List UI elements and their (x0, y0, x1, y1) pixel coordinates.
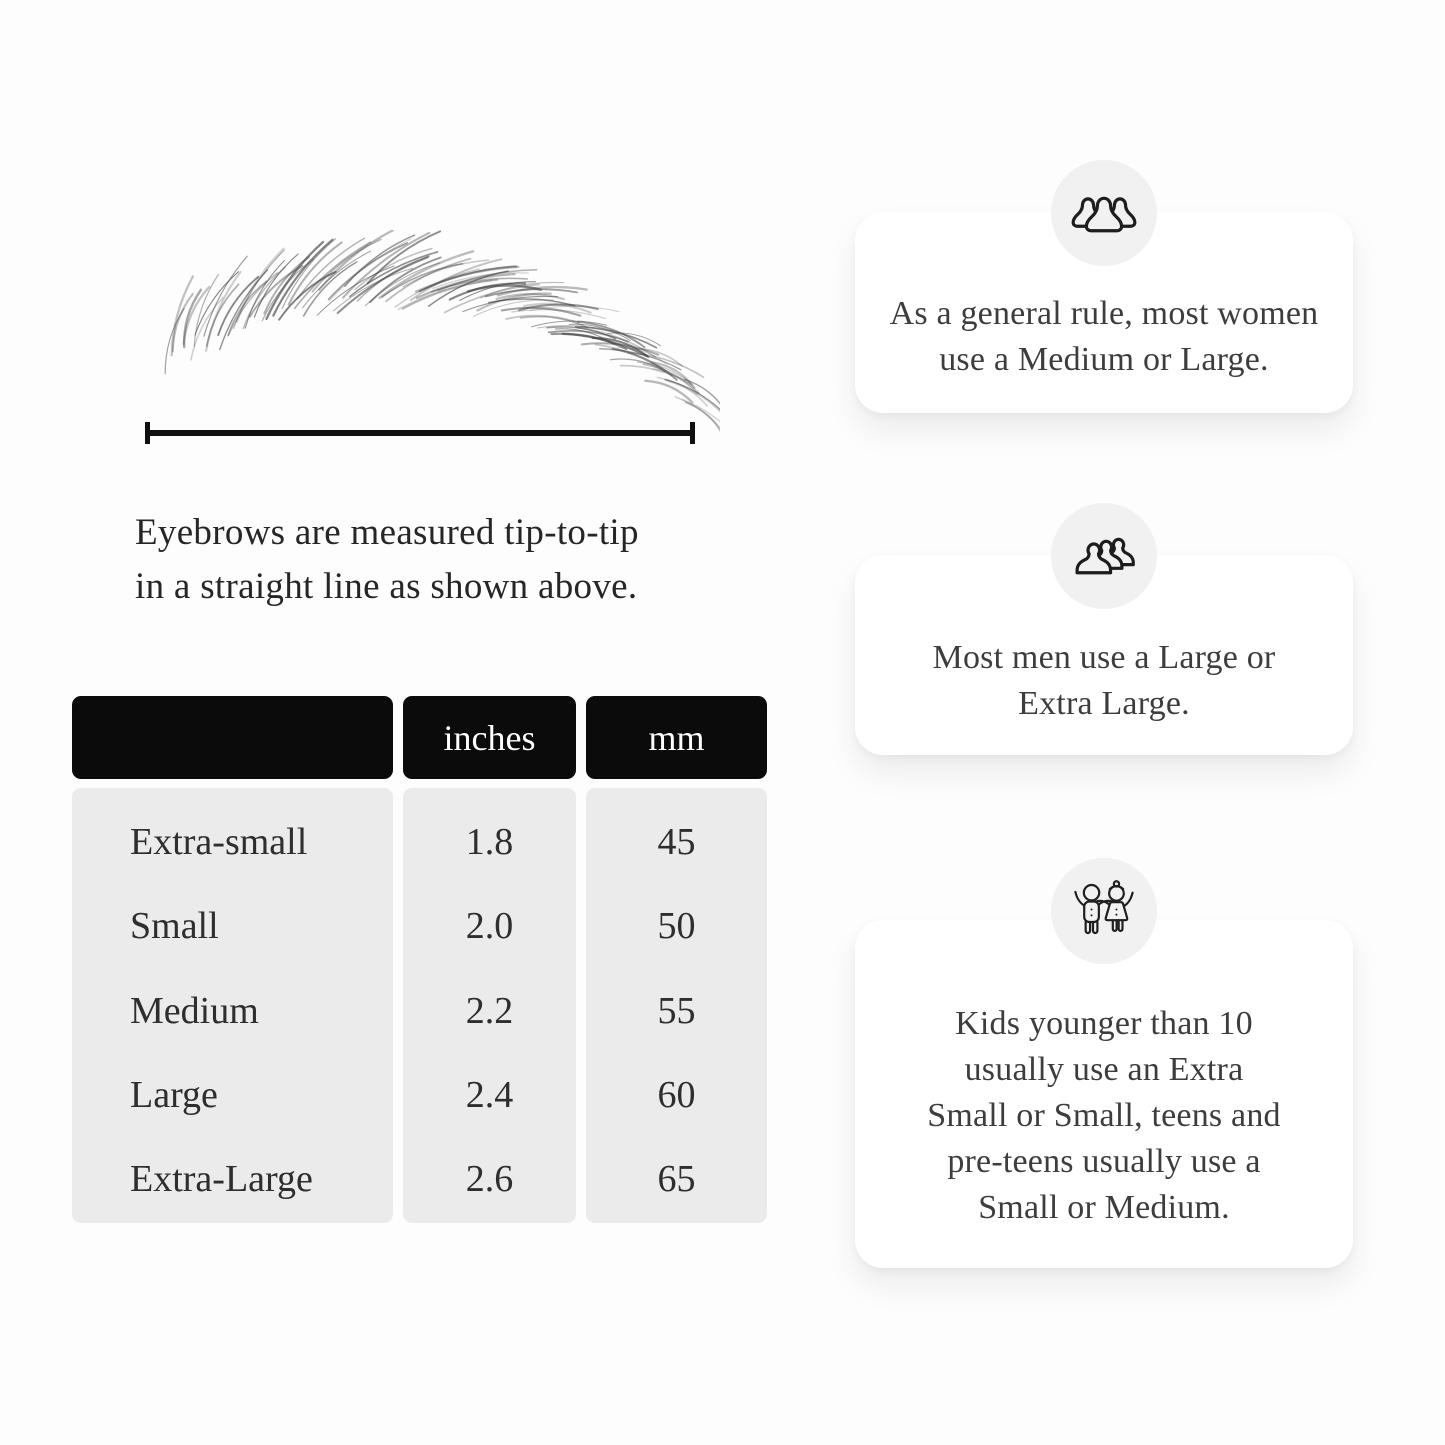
table-cell-inches: 1.8 (465, 821, 514, 864)
info-card-kids (855, 920, 1353, 1268)
caption-line: in a straight line as shown above. (135, 566, 638, 607)
measurement-line-left-cap (145, 422, 150, 444)
table-cell-label: Extra-small (130, 821, 308, 864)
table-cell-inches: 2.0 (465, 905, 514, 948)
eyebrow-illustration (120, 230, 720, 450)
women-group-icon (1064, 180, 1144, 246)
info-card-text (890, 291, 1319, 383)
table-cell-mm: 65 (657, 1157, 696, 1200)
table-cell-mm: 55 (657, 989, 696, 1032)
card-text-line: pre-teens usually use a (947, 1143, 1261, 1180)
table-column-inches (403, 788, 576, 1223)
table-cell-label: Medium (130, 989, 259, 1032)
card-text-line: Most men use a Large or (932, 639, 1276, 676)
icon-circle (1051, 503, 1157, 609)
table-cell-inches: 2.6 (465, 1157, 514, 1200)
kids-icon (1064, 878, 1144, 944)
info-card-text (927, 1001, 1280, 1231)
table-column-mm (586, 788, 767, 1223)
table-cell-mm: 60 (657, 1073, 696, 1116)
table-cell-inches: 2.4 (465, 1073, 514, 1116)
card-text-line: As a general rule, most women (889, 294, 1319, 332)
table-header-size (72, 696, 393, 779)
table-cell-label: Small (130, 905, 219, 948)
table-column-labels (72, 788, 393, 1223)
table-cell-label: Extra-Large (130, 1157, 313, 1200)
table-cell-mm: 45 (657, 821, 696, 864)
card-text-line: Kids younger than 10 (955, 1005, 1253, 1042)
icon-circle (1051, 160, 1157, 266)
card-text-line: Small or Small, teens and (927, 1097, 1281, 1134)
info-card-text (933, 635, 1276, 727)
table-cell-mm: 50 (657, 905, 696, 948)
measurement-line-right-cap (690, 422, 695, 444)
table-header-mm: mm (586, 696, 767, 779)
card-text-line: use a Medium or Large. (939, 340, 1269, 378)
caption-line: Eyebrows are measured tip-to-tip (135, 512, 639, 553)
icon-circle (1051, 858, 1157, 964)
figure-caption (135, 506, 639, 614)
table-header-inches: inches (403, 696, 576, 779)
men-group-icon (1064, 523, 1144, 589)
table-cell-label: Large (130, 1073, 218, 1116)
card-text-line: Extra Large. (1018, 685, 1190, 722)
card-text-line: Small or Medium. (978, 1189, 1230, 1226)
measurement-line (145, 430, 695, 436)
table-cell-inches: 2.2 (465, 989, 514, 1032)
card-text-line: usually use an Extra (964, 1051, 1244, 1088)
